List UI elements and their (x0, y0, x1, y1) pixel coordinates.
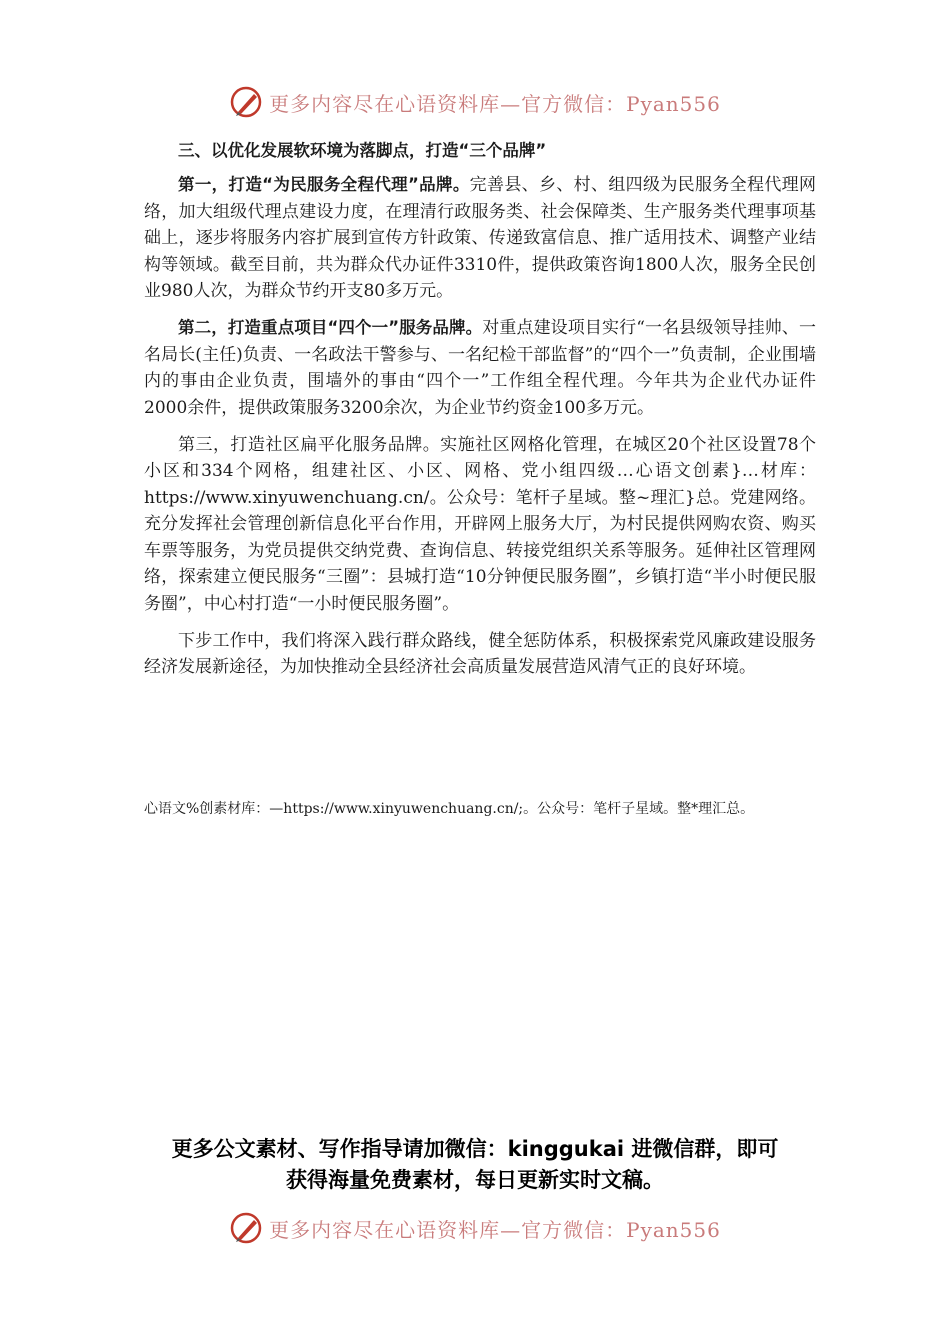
footer-banner (0, 1208, 950, 1248)
paragraph-2 (144, 315, 816, 421)
source-note: 心语文%创素材库：—https://www.xinyuwenchuang.cn/;。公众号：笔杆子星域。整*理汇总。 (144, 801, 755, 817)
promo-line-2: 获得海量免费素材，每日更新实时文稿。 (286, 1168, 664, 1192)
paragraph-4 (144, 628, 816, 681)
footer-banner-text: 更多内容尽在心语资料库—官方微信：Pyan556 (269, 1217, 721, 1242)
promo-block (0, 1134, 950, 1196)
document-body (144, 138, 816, 692)
header-banner-text: 更多内容尽在心语资料库—官方微信：Pyan556 (269, 91, 721, 116)
pen-logo-icon (229, 85, 263, 119)
pen-logo-icon (229, 1211, 263, 1245)
header-banner (0, 82, 950, 122)
paragraph-4-body: 下步工作中，我们将深入践行群众路线，健全惩防体系，积极探索党风廉政建设服务经济发展新途径，为加快推动全县经济社会高质量发展营造风清气正的良好环境。 (144, 630, 816, 678)
paragraph-1-body: 完善县、乡、村、组四级为民服务全程代理网络，加大组级代理点建设力度，在理清行政服务类、社会保障类、生产服务类代理事项基础上，逐步将服务内容扩展到宣传方针政策、传递致富信息、推广适用技术、调整产业结构等领域。截至目前，共为群众代办证件3310件，提供政策咨询1800人次，服务全民创业980人次，为群众节约开支80多万元。 (144, 175, 816, 302)
paragraph-2-lead: 第二，打造重点项目“四个一”服务品牌。 (178, 318, 483, 338)
promo-line-1: 更多公文素材、写作指导请加微信：kinggukai 进微信群，即可 (171, 1137, 779, 1161)
paragraph-3-body: 第三，打造社区扁平化服务品牌。实施社区网格化管理，在城区20个社区设置78个小区和334个网格，组建社区、小区、网格、党小组四级…心语文创素}…材库：https://www.xinyuwenchuang.cn/。公众号：笔杆子星域。整~理汇}总。党建网络。充分发挥社会管理创新信息化平台作用，开辟网上服务大厅，为村民提供网购农资、购买车票等服务，为党员提供交纳党费、查询信息、转接党组织关系等服务。延伸社区管理网络，探索建立便民服务“三圈”：县城打造“10分钟便民服务圈”，乡镇打造“半小时便民服务圈”，中心村打造“一小时便民服务圈”。 (144, 435, 816, 614)
paragraph-3 (144, 432, 816, 617)
paragraph-1-lead: 第一，打造“为民服务全程代理”品牌。 (178, 175, 470, 195)
paragraph-2-body: 对重点建设项目实行“一名县级领导挂帅、一名局长(主任)负责、一名政法干警参与、一名纪检干部监督”的“四个一”负责制，企业围墙内的事由企业负责，围墙外的事由“四个一”工作组全程代理。今年共为企业代办证件2000余件，提供政策服务3200余次，为企业节约资金100多万元。 (144, 318, 816, 418)
paragraph-1 (144, 172, 816, 304)
section-heading: 三、以优化发展软环境为落脚点，打造“三个品牌” (178, 141, 547, 160)
